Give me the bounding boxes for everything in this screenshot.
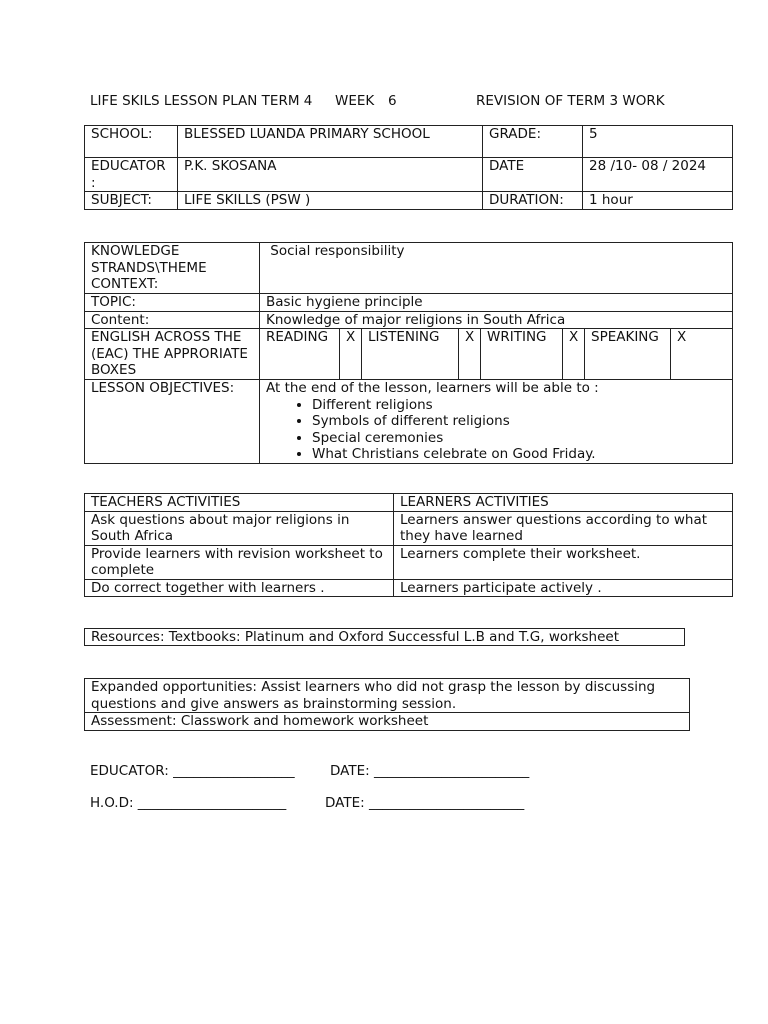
- eac-label: ENGLISH ACROSS THE (EAC) THE APPRORIATE BOXES: [85, 329, 260, 380]
- educator-value: P.K. SKOSANA: [178, 158, 483, 192]
- revision-title: REVISION OF TERM 3 WORK: [476, 93, 665, 109]
- date-value: 28 /10- 08 / 2024: [583, 158, 733, 192]
- school-label: SCHOOL:: [85, 126, 178, 158]
- topic-label: TOPIC:: [85, 294, 260, 312]
- subject-value: LIFE SKILLS (PSW ): [178, 192, 483, 210]
- resources-box: Resources: Textbooks: Platinum and Oxford Successful L.B and T.G, worksheet: [84, 628, 685, 646]
- lesson-plan-title: LIFE SKILS LESSON PLAN TERM 4: [90, 93, 313, 109]
- subject-row: [85, 192, 733, 210]
- objectives-label: LESSON OBJECTIVES:: [85, 380, 260, 464]
- activity-row: [85, 545, 733, 579]
- educator-label: EDUCATOR :: [85, 158, 178, 192]
- writing-cell: WRITING: [481, 329, 563, 380]
- week-label: WEEK: [335, 93, 375, 109]
- content-label: Content:: [85, 311, 260, 329]
- educator-row: [85, 158, 733, 192]
- writing-mark: X: [563, 329, 585, 380]
- duration-label: DURATION:: [483, 192, 583, 210]
- listening-cell: LISTENING: [362, 329, 459, 380]
- objectives-row: [85, 380, 733, 464]
- school-row: [85, 126, 733, 158]
- hod-signature-line: H.O.D: ______________________: [90, 795, 287, 811]
- assessment-row: [85, 713, 690, 731]
- objective-item: • Different religions: [312, 397, 726, 414]
- topic-value: Basic hygiene principle: [260, 294, 733, 312]
- objective-item: • Special ceremonies: [312, 430, 726, 447]
- expanded-opportunities: Expanded opportunities: Assist learners who did not grasp the lesson by discussing questions and give answers as brainstorming session.: [85, 679, 690, 713]
- reading-mark: X: [340, 329, 362, 380]
- reading-cell: READING: [260, 329, 340, 380]
- subject-label: SUBJECT:: [85, 192, 178, 210]
- teacher-activities-header: TEACHERS ACTIVITIES: [85, 494, 394, 512]
- grade-value: 5: [583, 126, 733, 158]
- expanded-assessment-table: [84, 678, 690, 731]
- teacher-activity: Do correct together with learners .: [85, 579, 394, 597]
- school-info-table: [84, 125, 733, 210]
- speaking-mark: X: [671, 329, 733, 380]
- hod-date-line: DATE: _______________________: [325, 795, 525, 811]
- activity-row: [85, 511, 733, 545]
- activities-header-row: [85, 494, 733, 512]
- teacher-activity: Provide learners with revision worksheet to complete: [85, 545, 394, 579]
- speaking-cell: SPEAKING: [585, 329, 671, 380]
- educator-signature-line: EDUCATOR: __________________: [90, 763, 295, 779]
- objective-item: • What Christians celebrate on Good Friday.: [312, 446, 726, 463]
- learner-activity: Learners complete their worksheet.: [394, 545, 733, 579]
- assessment: Assessment: Classwork and homework worksheet: [85, 713, 690, 731]
- content-value: Knowledge of major religions in South Africa: [260, 311, 733, 329]
- week-value: 6: [388, 93, 397, 109]
- objectives-cell: [260, 380, 733, 464]
- learner-activity: Learners answer questions according to what they have learned: [394, 511, 733, 545]
- grade-label: GRADE:: [483, 126, 583, 158]
- strands-row: [85, 243, 733, 294]
- learner-activities-header: LEARNERS ACTIVITIES: [394, 494, 733, 512]
- teacher-activity: Ask questions about major religions in South Africa: [85, 511, 394, 545]
- listening-mark: X: [459, 329, 481, 380]
- content-row: [85, 311, 733, 329]
- objectives-list: [266, 397, 726, 463]
- strands-label: KNOWLEDGE STRANDS\THEME CONTEXT:: [85, 243, 260, 294]
- duration-value: 1 hour: [583, 192, 733, 210]
- learner-activity: Learners participate actively .: [394, 579, 733, 597]
- educator-date-line: DATE: _______________________: [330, 763, 530, 779]
- eac-row: [85, 329, 733, 380]
- strands-value: Social responsibility: [260, 243, 733, 294]
- school-value: BLESSED LUANDA PRIMARY SCHOOL: [178, 126, 483, 158]
- topic-row: [85, 294, 733, 312]
- activity-row: [85, 579, 733, 597]
- expanded-row: [85, 679, 690, 713]
- objectives-intro: At the end of the lesson, learners will be able to :: [266, 380, 599, 396]
- date-label: DATE: [483, 158, 583, 192]
- activities-table: [84, 493, 733, 597]
- lesson-details-table: [84, 242, 733, 464]
- objective-item: • Symbols of different religions: [312, 413, 726, 430]
